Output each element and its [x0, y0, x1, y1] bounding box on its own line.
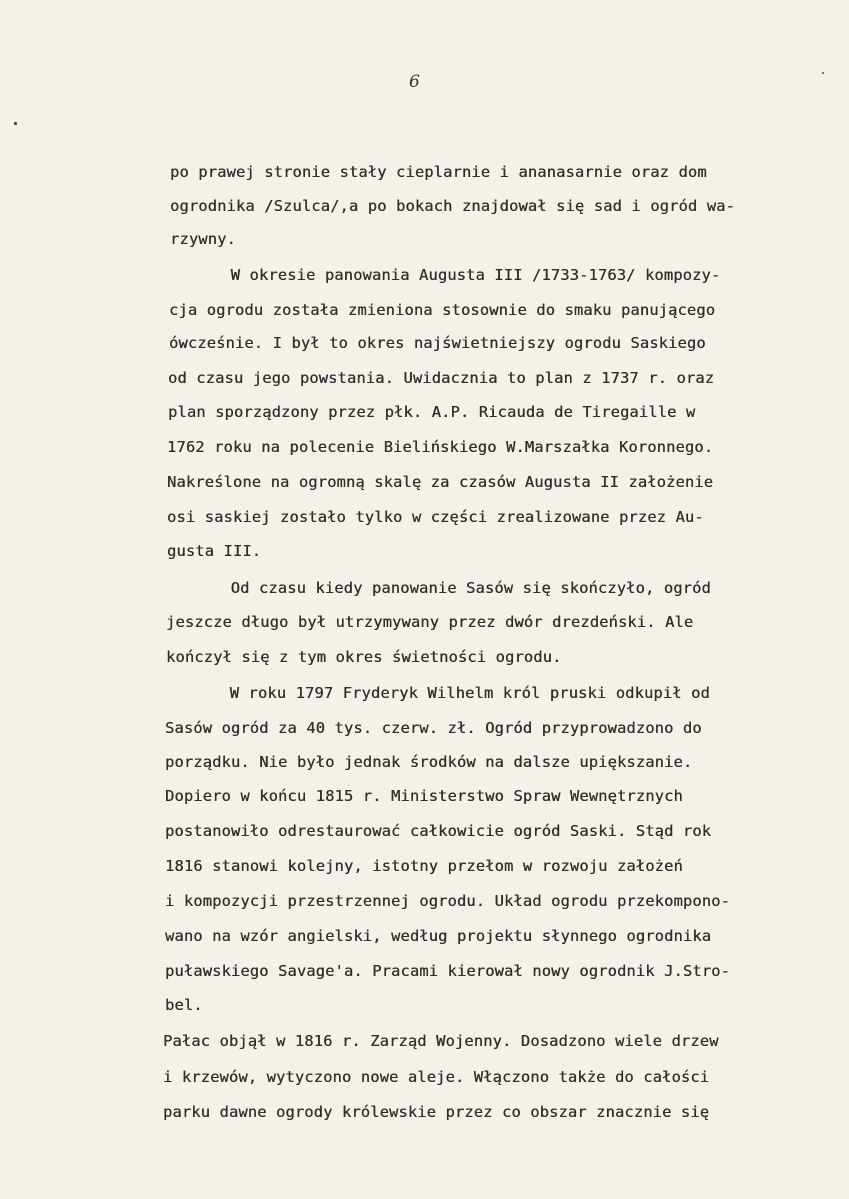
- text-line: rzywny.: [170, 230, 236, 248]
- text-line: kończył się z tym okres świetności ogrodu.: [166, 648, 562, 666]
- text-line: bel.: [165, 996, 203, 1014]
- text-line: postanowiło odrestaurować całkowicie ogród Saski. Stąd rok: [165, 822, 712, 840]
- text-line: W roku 1797 Fryderyk Wilhelm król pruski odkupił od: [192, 684, 710, 702]
- text-line: puławskiego Savage'a. Pracami kierował nowy ogrodnik J.Stro-: [165, 962, 730, 980]
- text-line: Od czasu kiedy panowanie Sasów się skończyło, ogród: [193, 579, 711, 597]
- text-line: gusta III.: [167, 542, 262, 560]
- margin-tick: [14, 122, 17, 125]
- text-line: cja ogrodu została zmieniona stosownie do smaku panującego: [169, 301, 716, 319]
- text-line: Pałac objął w 1816 r. Zarząd Wojenny. Dosadzono wiele drzew: [163, 1032, 719, 1050]
- corner-mark: [822, 72, 824, 74]
- page-number: 6: [409, 72, 420, 92]
- text-line: i kompozycji przestrzennej ogrodu. Układ ogrodu przekompono-: [165, 892, 730, 910]
- text-line: od czasu jego powstania. Uwidacznia to plan z 1737 r. oraz: [168, 369, 715, 387]
- text-line: Nakreślone na ogromną skalę za czasów Augusta II założenie: [167, 473, 714, 491]
- text-line: 1816 stanowi kolejny, istotny przełom w rozwoju założeń: [165, 857, 683, 875]
- text-line: 1762 roku na polecenie Bielińskiego W.Marszałka Koronnego.: [167, 438, 714, 456]
- text-line: plan sporządzony przez płk. A.P. Ricauda de Tiregaille w: [168, 403, 696, 421]
- text-line: osi saskiej zostało tylko w części zrealizowane przez Au-: [167, 508, 704, 526]
- text-line: i krzewów, wytyczono nowe aleje. Włączono także do całości: [163, 1068, 710, 1086]
- text-line: wano na wzór angielski, według projektu słynnego ogrodnika: [165, 927, 712, 945]
- text-line: jeszcze długo był utrzymywany przez dwór drezdeński. Ale: [166, 613, 694, 631]
- text-line: Dopiero w końcu 1815 r. Ministerstwo Spraw Wewnętrznych: [165, 787, 683, 805]
- text-line: ówcześnie. I był to okres najświetniejszy ogrodu Saskiego: [169, 334, 706, 352]
- text-line: po prawej stronie stały cieplarnie i ananasarnie oraz dom: [170, 163, 707, 181]
- text-line: porządku. Nie było jednak środków na dalsze upiększanie.: [165, 753, 693, 771]
- text-line: Sasów ogród za 40 tys. czerw. zł. Ogród przyprowadzono do: [165, 719, 702, 737]
- text-line: parku dawne ogrody królewskie przez co obszar znacznie się: [163, 1103, 710, 1121]
- text-line: ogrodnika /Szulca/,a po bokach znajdował się sad i ogród wa-: [170, 197, 735, 215]
- text-line: W okresie panowania Augusta III /1733-1763/ kompozy-: [193, 266, 721, 284]
